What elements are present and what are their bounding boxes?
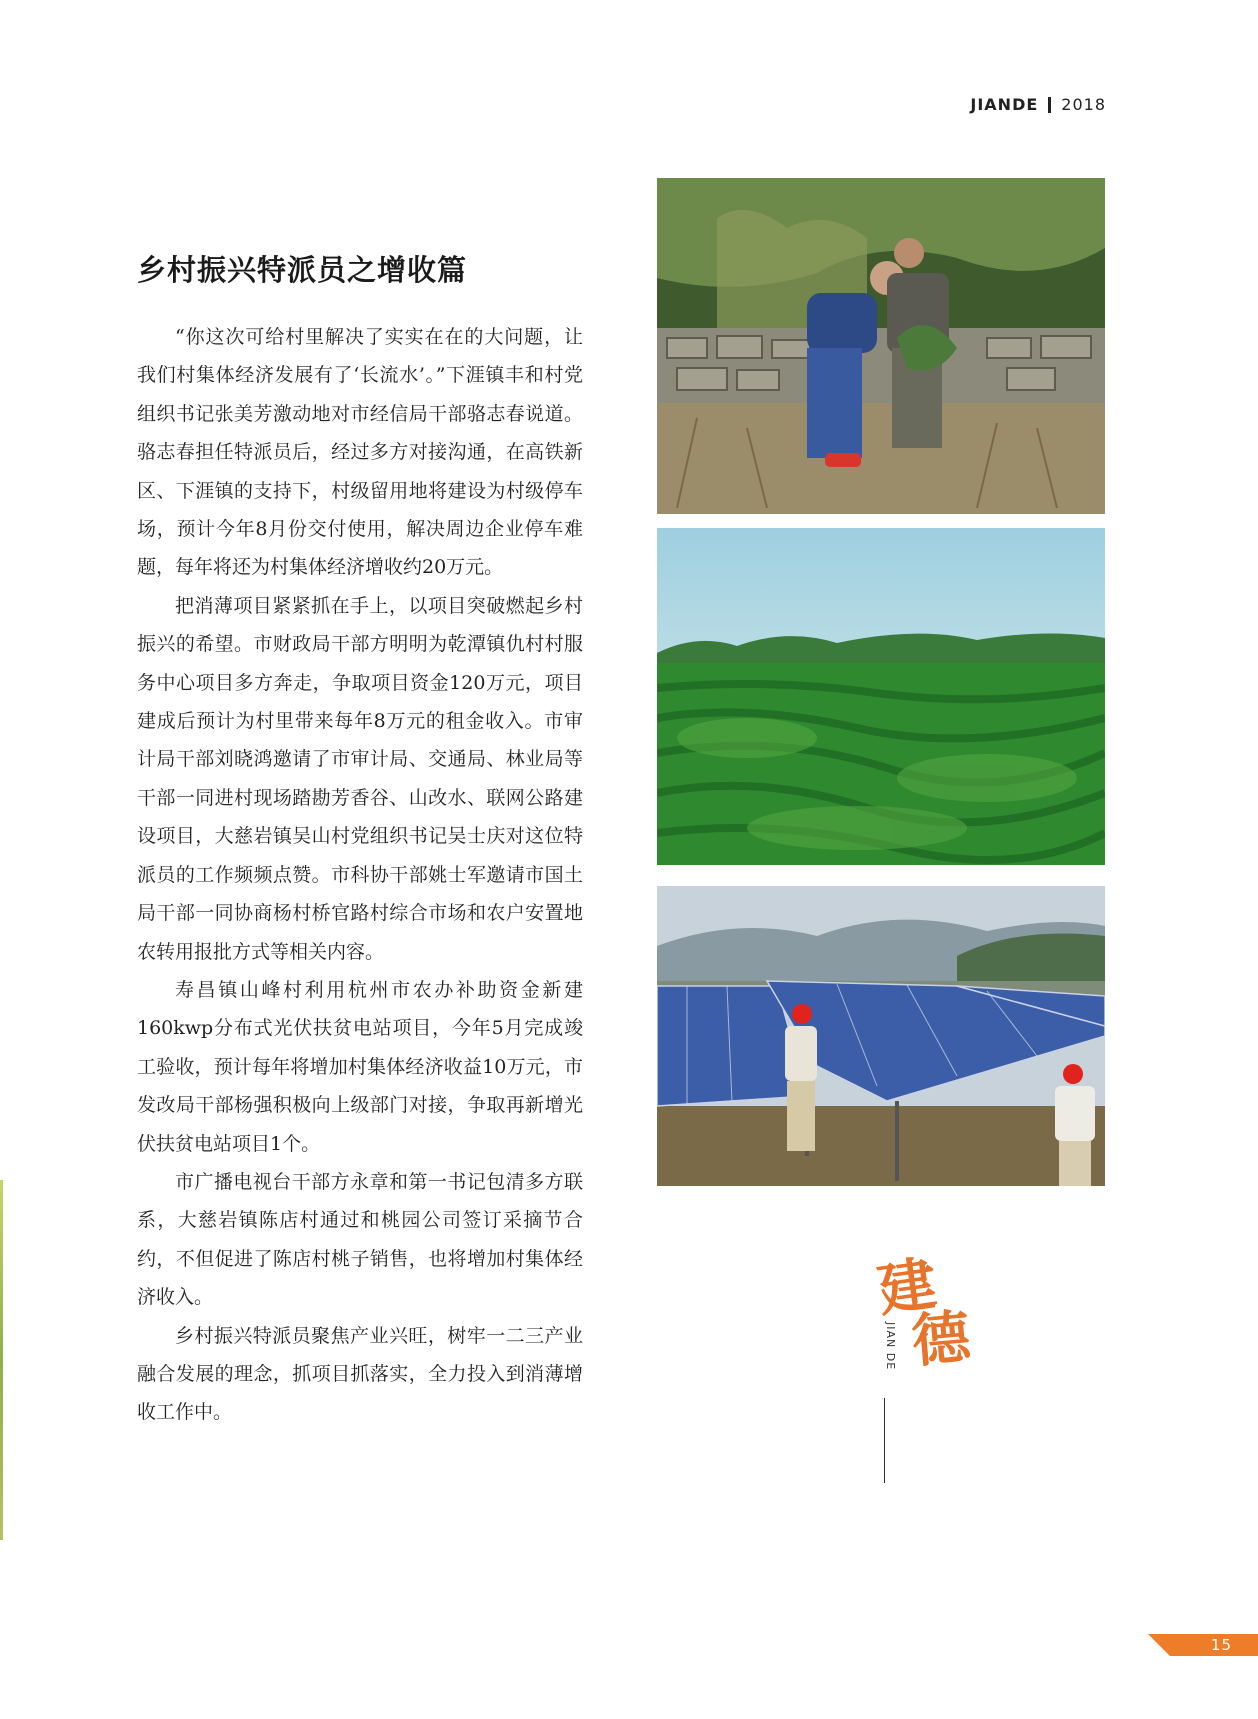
logo-latin: JIAN DE bbox=[884, 1322, 897, 1371]
paragraph-1: “你这次可给村里解决了实实在在的大问题，让我们村集体经济发展有了‘长流水’。”下涯镇丰和村党组织书记张美芳激动地对市经信局干部骆志春说道。骆志春担任特派员后，经过多方对接沟通，在高铁新区、下涯镇的支持下，村级留用地将建设为村级停车场，预计今年8月份交付使用，解决周边企业停车难题，每年将还为村集体经济增收约20万元。 bbox=[137, 326, 583, 579]
paragraph-3: 寿昌镇山峰村利用杭州市农办补助资金新建160kwp分布式光伏扶贫电站项目，今年5月完成竣工验收，预计每年将增加村集体经济收益10万元，市发改局干部杨强积极向上级部门对接，争取再新增光伏扶贫电站项目1个。 bbox=[137, 978, 583, 1155]
logo-character-1: 建 bbox=[873, 1249, 941, 1325]
photo-solar-station bbox=[657, 886, 1105, 1186]
logo-rule bbox=[884, 1398, 885, 1483]
logo-character-2: 德 bbox=[909, 1302, 973, 1376]
jiande-logo bbox=[872, 1249, 973, 1478]
paragraph-2: 把消薄项目紧紧抓在手上，以项目突破燃起乡村振兴的希望。市财政局干部方明明为乾潭镇仇村村服务中心项目多方奔走，争取项目资金120万元，项目建成后预计为村里带来每年8万元的租金收入。市审计局干部刘晓鸿邀请了市审计局、交通局、林业局等干部一同进村现场踏勘芳香谷、山改水、联网公路建设项目，大慈岩镇吴山村党组织书记吴士庆对这位特派员的工作频频点赞。市科协干部姚士军邀请市国土局干部一同协商杨村桥官路村综合市场和农户安置地农转用报批方式等相关内容。 bbox=[137, 594, 583, 963]
photo-tea-plantation bbox=[657, 528, 1105, 865]
page-number: 15 bbox=[1210, 1636, 1232, 1654]
header-separator bbox=[1048, 97, 1051, 113]
header-year: 2018 bbox=[1061, 95, 1106, 114]
paragraph-4: 市广播电视台干部方永章和第一书记包清多方联系，大慈岩镇陈店村通过和桃园公司签订采摘节合约，不但促进了陈店村桃子销售，也将增加村集体经济收入。 bbox=[137, 1170, 583, 1309]
article-title: 乡村振兴特派员之增收篇 bbox=[137, 253, 468, 287]
photo-field-work bbox=[657, 178, 1105, 514]
running-header bbox=[970, 95, 1106, 114]
header-brand: JIANDE bbox=[970, 95, 1039, 114]
left-edge-strip bbox=[0, 1180, 3, 1540]
paragraph-5: 乡村振兴特派员聚焦产业兴旺，树牢一二三产业融合发展的理念，抓项目抓落实，全力投入到消薄增收工作中。 bbox=[137, 1324, 583, 1424]
article-body bbox=[137, 318, 583, 1432]
page-number-tab bbox=[1148, 1634, 1258, 1656]
